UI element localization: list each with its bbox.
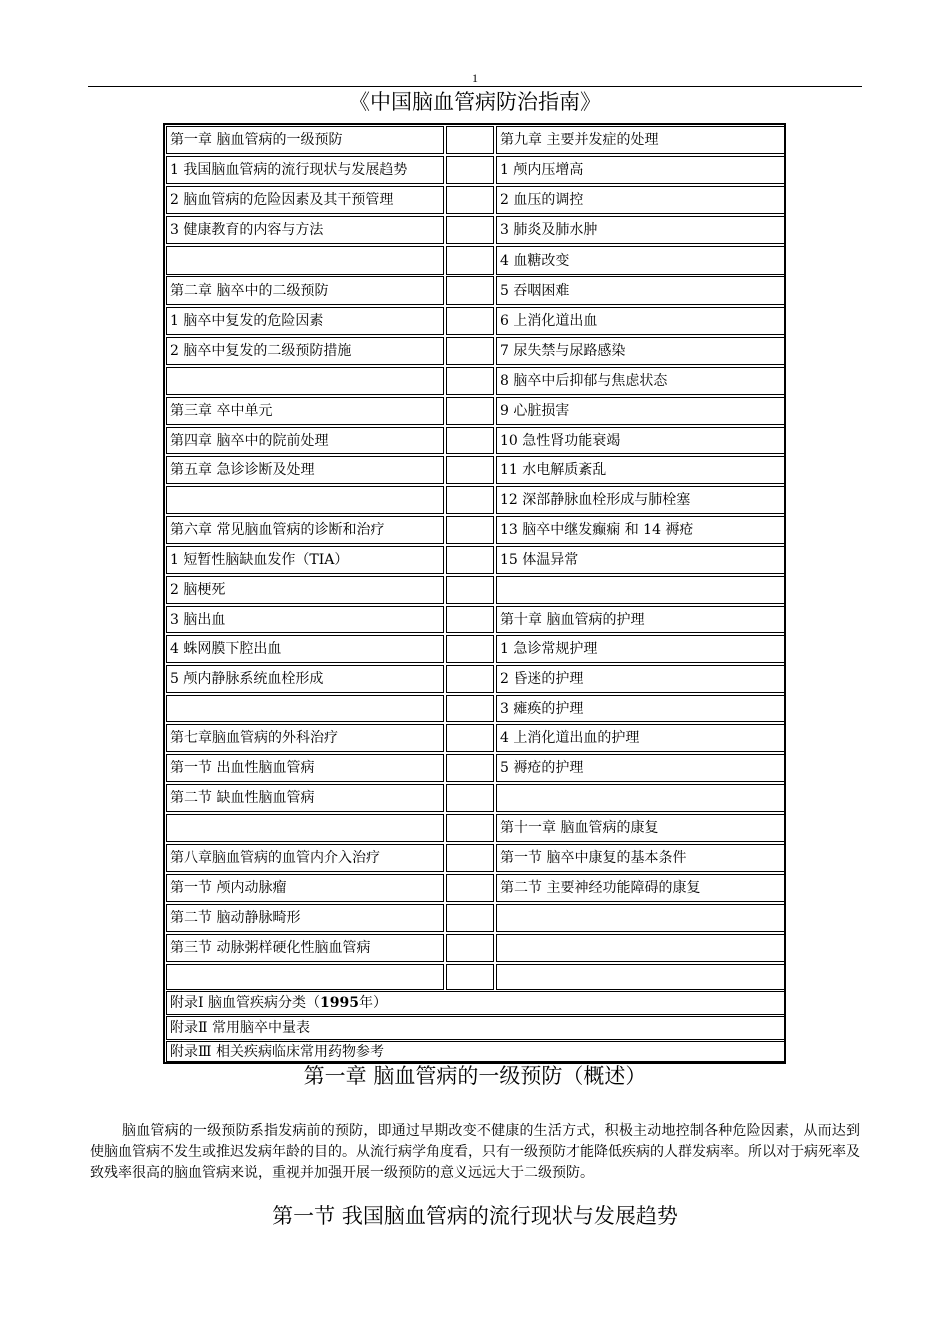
toc-left-cell: 3 健康教育的内容与方法 xyxy=(166,216,444,244)
toc-right-cell xyxy=(496,964,786,990)
toc-spacer-cell xyxy=(446,904,494,932)
toc-left-cell: 2 脑血管病的危险因素及其干预管理 xyxy=(166,186,444,214)
toc-left-cell: 第二章 脑卒中的二级预防 xyxy=(166,276,444,305)
appendix-suffix: 年） xyxy=(358,995,387,1011)
toc-spacer-cell xyxy=(446,695,494,722)
toc-spacer-cell xyxy=(446,397,494,425)
toc-right-cell: 13 脑卒中继发癫痫 和 14 褥疮 xyxy=(496,516,786,544)
toc-left-cell: 1 短暂性脑缺血发作（TIA） xyxy=(166,546,444,574)
toc-right-cell xyxy=(496,904,786,932)
toc-right-cell: 3 肺炎及肺水肿 xyxy=(496,216,786,244)
toc-spacer-cell xyxy=(446,784,494,812)
toc-right-cell: 12 深部静脉血栓形成与肺栓塞 xyxy=(496,486,786,514)
toc-right-cell: 第一节 脑卒中康复的基本条件 xyxy=(496,844,786,872)
toc-spacer-cell xyxy=(446,546,494,574)
toc-spacer-cell xyxy=(446,844,494,872)
toc-right-cell: 3 瘫痪的护理 xyxy=(496,695,786,722)
toc-right-cell: 10 急性肾功能衰竭 xyxy=(496,427,786,454)
toc-left-cell: 第二节 脑动静脉畸形 xyxy=(166,904,444,932)
toc-spacer-cell xyxy=(446,276,494,305)
toc-spacer-cell xyxy=(446,427,494,454)
toc-left-cell: 第八章脑血管病的血管内介入治疗 xyxy=(166,844,444,872)
toc-left-cell: 第一节 颅内动脉瘤 xyxy=(166,874,444,902)
toc-left-cell: 第二节 缺血性脑血管病 xyxy=(166,784,444,812)
toc-left-cell: 第七章脑血管病的外科治疗 xyxy=(166,724,444,752)
toc-left-cell: 第一章 脑血管病的一级预防 xyxy=(166,126,444,154)
toc-right-cell: 4 血糖改变 xyxy=(496,246,786,275)
toc-spacer-cell xyxy=(446,724,494,752)
intro-paragraph: 脑血管病的一级预防系指发病前的预防，即通过早期改变不健康的生活方式，积极主动地控制各种危险因素，从而达到使脑血管病不发生或推迟发病年龄的目的。从流行病学角度看，只有一级预防才能降低疾病的人群发病率。所以对于病死率及致残率很高的脑血管病来说，重视并加强开展一级预防的意义远远大于二级预防。 xyxy=(90,1123,860,1181)
toc-left-cell: 第一节 出血性脑血管病 xyxy=(166,754,444,782)
toc-spacer-cell xyxy=(446,874,494,902)
toc-left-cell: 第四章 脑卒中的院前处理 xyxy=(166,427,444,454)
toc-left-cell: 第六章 常见脑血管病的诊断和治疗 xyxy=(166,516,444,544)
toc-spacer-cell xyxy=(446,337,494,365)
toc-left-cell: 5 颅内静脉系统血栓形成 xyxy=(166,665,444,693)
toc-spacer-cell xyxy=(446,814,494,842)
toc-left-cell xyxy=(166,246,444,275)
toc-spacer-cell xyxy=(446,665,494,693)
toc-right-cell xyxy=(496,576,786,604)
toc-right-cell: 第十章 脑血管病的护理 xyxy=(496,606,786,633)
toc-right-cell: 5 吞咽困难 xyxy=(496,276,786,305)
toc-spacer-cell xyxy=(446,516,494,544)
toc-appendix-row xyxy=(166,991,785,1015)
toc-spacer-cell xyxy=(446,456,494,484)
toc-right-cell: 8 脑卒中后抑郁与焦虑状态 xyxy=(496,367,786,395)
toc-right-cell: 7 尿失禁与尿路感染 xyxy=(496,337,786,365)
toc-spacer-cell xyxy=(446,186,494,214)
toc-right-cell: 6 上消化道出血 xyxy=(496,307,786,335)
document-title: 《中国脑血管病防治指南》 xyxy=(349,90,601,114)
toc-appendix-row xyxy=(166,1016,785,1040)
toc-left-cell xyxy=(166,964,444,990)
toc-spacer-cell xyxy=(446,126,494,154)
header-divider xyxy=(88,86,862,87)
appendix-label: 附录Ⅱ 常用脑卒中量表 xyxy=(170,1020,310,1036)
toc-right-cell: 2 血压的调控 xyxy=(496,186,786,214)
chapter-heading: 第一章 脑血管病的一级预防（概述） xyxy=(303,1064,647,1088)
toc-right-cell: 第二节 主要神经功能障碍的康复 xyxy=(496,874,786,902)
toc-right-cell: 15 体温异常 xyxy=(496,546,786,574)
toc-spacer-cell xyxy=(446,246,494,275)
toc-left-cell: 4 蛛网膜下腔出血 xyxy=(166,635,444,663)
toc-spacer-cell xyxy=(446,964,494,990)
toc-left-cell xyxy=(166,695,444,722)
toc-spacer-cell xyxy=(446,486,494,514)
toc-right-cell: 第九章 主要并发症的处理 xyxy=(496,126,786,154)
toc-spacer-cell xyxy=(446,307,494,335)
toc-appendix-row xyxy=(166,1041,785,1062)
toc-right-cell: 4 上消化道出血的护理 xyxy=(496,724,786,752)
toc-right-cell: 第十一章 脑血管病的康复 xyxy=(496,814,786,842)
toc-left-cell: 3 脑出血 xyxy=(166,606,444,633)
toc-left-cell: 第五章 急诊诊断及处理 xyxy=(166,456,444,484)
toc-spacer-cell xyxy=(446,606,494,633)
toc-right-cell: 11 水电解质紊乱 xyxy=(496,456,786,484)
toc-spacer-cell xyxy=(446,156,494,184)
toc-left-cell: 2 脑卒中复发的二级预防措施 xyxy=(166,337,444,365)
page-number: 1 xyxy=(472,71,478,85)
toc-left-cell: 1 脑卒中复发的危险因素 xyxy=(166,307,444,335)
toc-left-cell xyxy=(166,486,444,514)
appendix-year: 1995 xyxy=(319,995,359,1011)
appendix-label: 附录Ⅲ 相关疾病临床常用药物参考 xyxy=(170,1043,384,1060)
toc-right-cell: 1 急诊常规护理 xyxy=(496,635,786,663)
toc-left-cell xyxy=(166,367,444,395)
section-heading: 第一节 我国脑血管病的流行现状与发展趋势 xyxy=(272,1204,678,1228)
toc-left-cell xyxy=(166,814,444,842)
toc-right-cell: 5 褥疮的护理 xyxy=(496,754,786,782)
toc-left-cell: 第三节 动脉粥样硬化性脑血管病 xyxy=(166,934,444,962)
toc-right-cell: 9 心脏损害 xyxy=(496,397,786,425)
toc-spacer-cell xyxy=(446,576,494,604)
toc-spacer-cell xyxy=(446,754,494,782)
toc-left-cell: 第三章 卒中单元 xyxy=(166,397,444,425)
toc-spacer-cell xyxy=(446,216,494,244)
toc-spacer-cell xyxy=(446,635,494,663)
toc-left-cell: 2 脑梗死 xyxy=(166,576,444,604)
toc-right-cell: 1 颅内压增高 xyxy=(496,156,786,184)
toc-spacer-cell xyxy=(446,367,494,395)
appendix-label: 附录Ⅰ 脑血管疾病分类（ xyxy=(170,995,320,1011)
toc-right-cell xyxy=(496,934,786,962)
toc-right-cell xyxy=(496,784,786,812)
toc-left-cell: 1 我国脑血管病的流行现状与发展趋势 xyxy=(166,156,444,184)
toc-spacer-cell xyxy=(446,934,494,962)
toc-right-cell: 2 昏迷的护理 xyxy=(496,665,786,693)
table-of-contents xyxy=(163,123,786,1064)
